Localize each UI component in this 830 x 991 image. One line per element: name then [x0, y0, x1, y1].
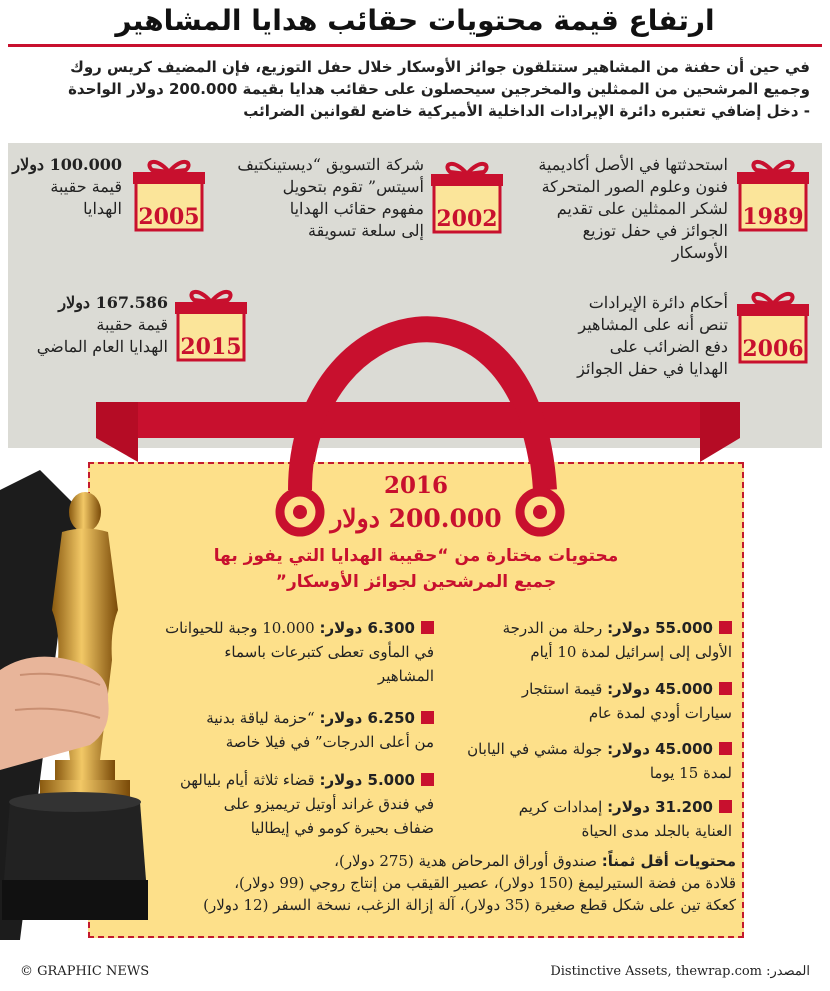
year-label: 1989 [742, 204, 804, 230]
least-line: قلادة من فضة الستيرليمغ (150 دولار)، عصير القيقب من إنتاج روجي (99 دولار)، [234, 874, 736, 892]
footer-source: المصدر: Distinctive Assets, thewrap.com [550, 964, 810, 979]
least-label: محتويات أقل ثمناً: [601, 852, 736, 870]
item-desc: العناية بالجلد مدى الحياة [581, 822, 732, 840]
page-title: ارتفاع قيمة محتويات حقائب هدايا المشاهير [115, 4, 715, 37]
item-desc: لمدة 15 يوما [649, 764, 732, 782]
gift-item [142, 616, 434, 688]
timeline-line: الهدايا العام الماضي [36, 337, 168, 356]
item-desc: إمدادات كريم [518, 798, 608, 816]
timeline-line: الجوائز في حفل توزيع [582, 221, 728, 240]
item-desc: المشاهير [377, 667, 434, 685]
item-desc: قيمة استئجار [521, 680, 608, 698]
gift-item [452, 795, 732, 843]
item-desc: في فندق غراند أوتيل تريميزو على [223, 795, 434, 813]
bag-value: 200.000 دولار [330, 504, 502, 533]
gift-item [452, 677, 732, 725]
timeline-value: 167.586 دولار [58, 293, 168, 312]
item-desc: الأولى إلى إسرائيل لمدة 10 أيام [530, 643, 732, 661]
timeline-2005 [10, 154, 122, 220]
oscar-statuette-illustration [0, 470, 150, 940]
bullet-icon [719, 742, 732, 755]
item-desc: قضاء ثلاثة أيام بليالهن [179, 771, 320, 789]
item-amount: 6.250 دولار: [319, 709, 415, 727]
gift-item [452, 737, 732, 785]
item-amount: 45.000 دولار: [607, 680, 713, 698]
timeline-line: دفع الضرائب على [609, 337, 728, 356]
bullet-icon [421, 621, 434, 634]
year-label: 2006 [742, 336, 804, 362]
item-amount: 45.000 دولار: [607, 740, 713, 758]
year-label: 2015 [180, 334, 242, 360]
timeline-line: فنون وعلوم الصور المتحركة [541, 177, 728, 196]
timeline-value: 100.000 دولار [12, 155, 122, 174]
timeline-line: قيمة حقيبة [50, 177, 122, 196]
item-desc: في المأوى تعطى كتبرعات باسماء [224, 643, 434, 661]
bullet-icon [421, 773, 434, 786]
bullet-icon [719, 800, 732, 813]
item-amount: 6.300 دولار: [319, 619, 415, 637]
gift-item [142, 706, 434, 754]
item-amount: 55.000 دولار: [607, 619, 713, 637]
gift-icon-2006 [737, 294, 809, 362]
timeline-1989 [520, 154, 728, 264]
timeline-2002 [214, 154, 424, 242]
gift-icon-2005 [133, 162, 205, 230]
item-desc: 10.000 وجبة للحيوانات [165, 619, 320, 637]
bag-year: 2016 [383, 472, 448, 499]
least-line: كعكة تين على شكل قطع صغيرة (35 دولار)، آلة إزالة الزغب، نسخة السفر (12 دولار) [203, 896, 736, 914]
timeline-line: استحدثتها في الأصل أكاديمية [538, 155, 728, 174]
least-line: صندوق أوراق المرحاض هدية (275 دولار)، [334, 852, 602, 870]
timeline-line: مفهوم حقائب الهدايا [289, 199, 424, 218]
bag-subtitle [88, 543, 744, 595]
gift-icon-2002 [431, 164, 503, 232]
gift-icon-1989 [737, 162, 809, 230]
intro-line: في حين أن حفنة من المشاهير ستتلقون جوائز الأوسكار خلال حفل التوزيع، فإن المضيف كريس روك [70, 58, 810, 76]
gift-icon-2015 [175, 292, 247, 360]
item-desc: رحلة من الدرجة [502, 619, 608, 637]
timeline-line: شركة التسويق “ديستينكتيف [237, 155, 424, 174]
item-amount: 31.200 دولار: [607, 798, 713, 816]
gift-item [142, 768, 434, 840]
timeline-line: الأوسكار [671, 243, 728, 262]
year-label: 2005 [138, 204, 200, 230]
item-desc: “حزمة لياقة بدنية [206, 709, 320, 727]
bag-subtitle-line: جميع المرشحين لجوائز الأوسكار” [275, 572, 557, 592]
timeline-line: أسيتس” تقوم بتحويل [282, 177, 424, 196]
timeline-2006 [530, 292, 728, 380]
item-desc: من أعلى الدرجات” في فيلا خاصة [225, 733, 434, 751]
year-label: 2002 [436, 206, 498, 232]
timeline-line: لشكر الممثلين على تقديم [556, 199, 728, 218]
item-desc: ضفاف بحيرة كومو في إيطاليا [250, 819, 434, 837]
item-desc: جولة مشي في اليابان [467, 740, 608, 758]
timeline-line: الهدايا [83, 199, 122, 218]
timeline-line: أحكام دائرة الإيرادات [588, 293, 728, 312]
gift-item [452, 616, 732, 664]
item-desc: سيارات أودي لمدة عام [588, 704, 732, 722]
bag-subtitle-line: محتويات مختارة من “حقيبة الهدايا التي يفوز بها [213, 546, 619, 566]
timeline-line: الهدايا في حفل الجوائز [577, 359, 728, 378]
item-amount: 5.000 دولار: [319, 771, 415, 789]
footer-credit: © GRAPHIC NEWS [20, 964, 150, 979]
timeline-line: إلى سلعة تسويقة [308, 221, 424, 240]
bullet-icon [421, 711, 434, 724]
timeline-2015 [10, 292, 168, 358]
bullet-icon [719, 682, 732, 695]
intro-line: - دخل إضافي تعتبره دائرة الإيرادات الداخلية الأميركية خاضع لقوانين الضرائب [243, 102, 810, 120]
least-expensive-items [140, 850, 736, 916]
timeline-line: تنص أنه على المشاهير [578, 315, 728, 334]
timeline-line: قيمة حقيبة [96, 315, 168, 334]
intro-line: وجميع المرشحين من الممثلين والمخرجين سيحصلون على حقائب هدايا بقيمة 200.000 دولار الواحدة [68, 80, 810, 98]
bullet-icon [719, 621, 732, 634]
